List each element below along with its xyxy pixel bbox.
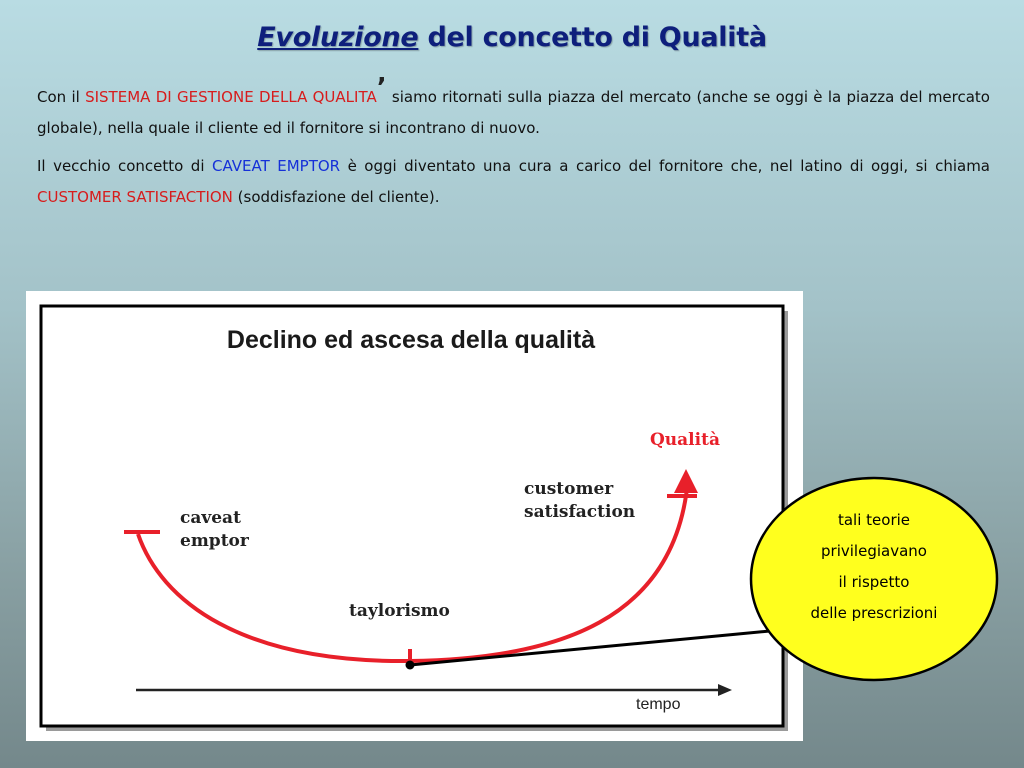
callout-line-4: delle prescrizioni [810, 604, 938, 622]
callout-line-2: privilegiavano [821, 542, 927, 560]
label-customer-2: satisfaction [524, 502, 636, 522]
p2-text-1: Il vecchio concetto di [37, 157, 212, 175]
diagram-svg [26, 291, 803, 741]
callout-line-1: tali teorie [837, 511, 911, 529]
label-axis-tempo: tempo [636, 696, 681, 713]
title-emphasis: Evoluzione [257, 22, 419, 53]
callout-line-3: il rispetto [838, 573, 910, 591]
label-customer-1: customer [524, 479, 614, 499]
title-rest: del concetto di Qualità [418, 22, 767, 53]
p2-text-2: è oggi diventato una cura a carico del fornitore che, nel latino di oggi, si chiama [340, 157, 990, 175]
p2-text-3: (soddisfazione del cliente). [232, 188, 440, 206]
diagram-figure [26, 291, 803, 741]
p1-apostrophe: ’ [376, 73, 387, 103]
p2-highlight-customer: CUSTOMER SATISFACTION [37, 188, 233, 206]
callout-text [749, 505, 999, 629]
diagram-title: Declino ed ascesa della qualità [226, 326, 596, 354]
paragraph-1 [37, 73, 990, 144]
p1-highlight: SISTEMA DI GESTIONE DELLA QUALITA [85, 88, 377, 106]
label-caveat-2: emptor [180, 531, 249, 551]
p1-text-2: siamo ritornati sulla piazza del mercato (anche se oggi è la piazza del mercato globale), nella quale il cliente ed il fornitore si incontrano di nuovo. [37, 88, 990, 137]
p1-text-1: Con il [37, 88, 86, 106]
paragraph-2 [37, 151, 990, 213]
slide-title [0, 22, 1024, 53]
label-quality: Qualità [650, 430, 720, 450]
label-caveat-1: caveat [180, 508, 241, 528]
label-taylorismo: taylorismo [349, 601, 450, 621]
callout-bubble [749, 476, 999, 682]
p2-highlight-caveat: CAVEAT EMPTOR [211, 157, 341, 175]
